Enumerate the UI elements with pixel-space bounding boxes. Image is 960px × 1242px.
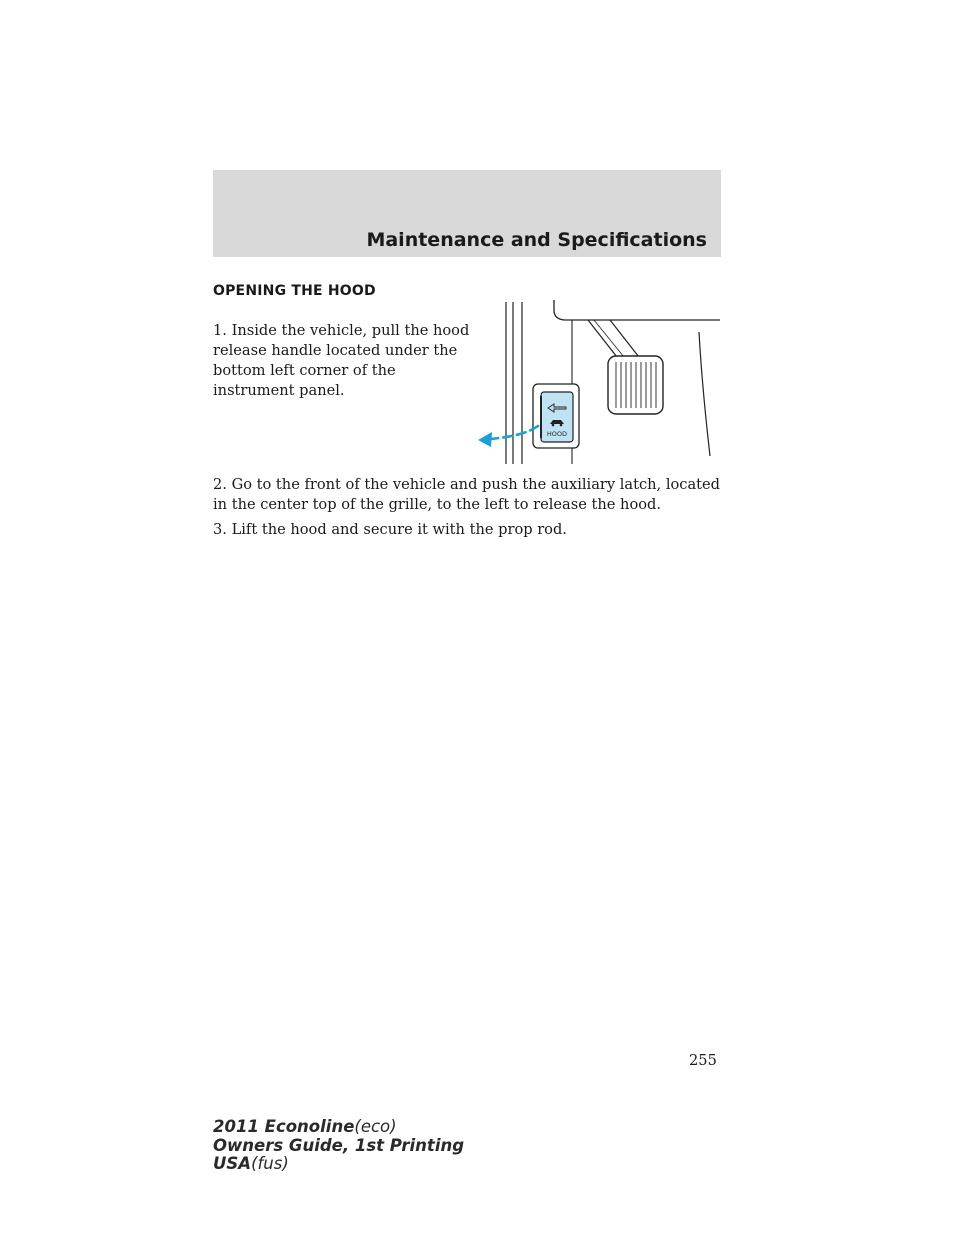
footer-model-code: (eco) <box>354 1117 397 1136</box>
pull-direction-arrow <box>478 426 538 447</box>
document-footer <box>213 1118 464 1174</box>
step-3-text: 3. Lift the hood and secure it with the prop rod. <box>213 521 567 538</box>
page-heading: OPENING THE HOOD <box>213 283 376 299</box>
footer-model: 2011 Econoline <box>213 1117 355 1136</box>
footer-edition: Owners Guide, 1st Printing <box>213 1135 465 1155</box>
page-number: 255 <box>689 1052 717 1069</box>
hood-handle-label: HOOD <box>546 430 568 438</box>
footer-market: USA <box>213 1154 252 1173</box>
footer-market-code: (fus) <box>251 1154 289 1173</box>
step-2-text: 2. Go to the front of the vehicle and push the auxiliary latch, located in the center top of the grille, to the left to release the hood. <box>213 476 721 513</box>
section-header-band <box>213 170 721 257</box>
step-1-text: 1. Inside the vehicle, pull the hood release handle located under the bottom left corner of the instrument panel. <box>213 322 470 399</box>
section-header-title: Maintenance and Specifications <box>366 229 707 251</box>
hood-release-illustration <box>474 296 724 466</box>
